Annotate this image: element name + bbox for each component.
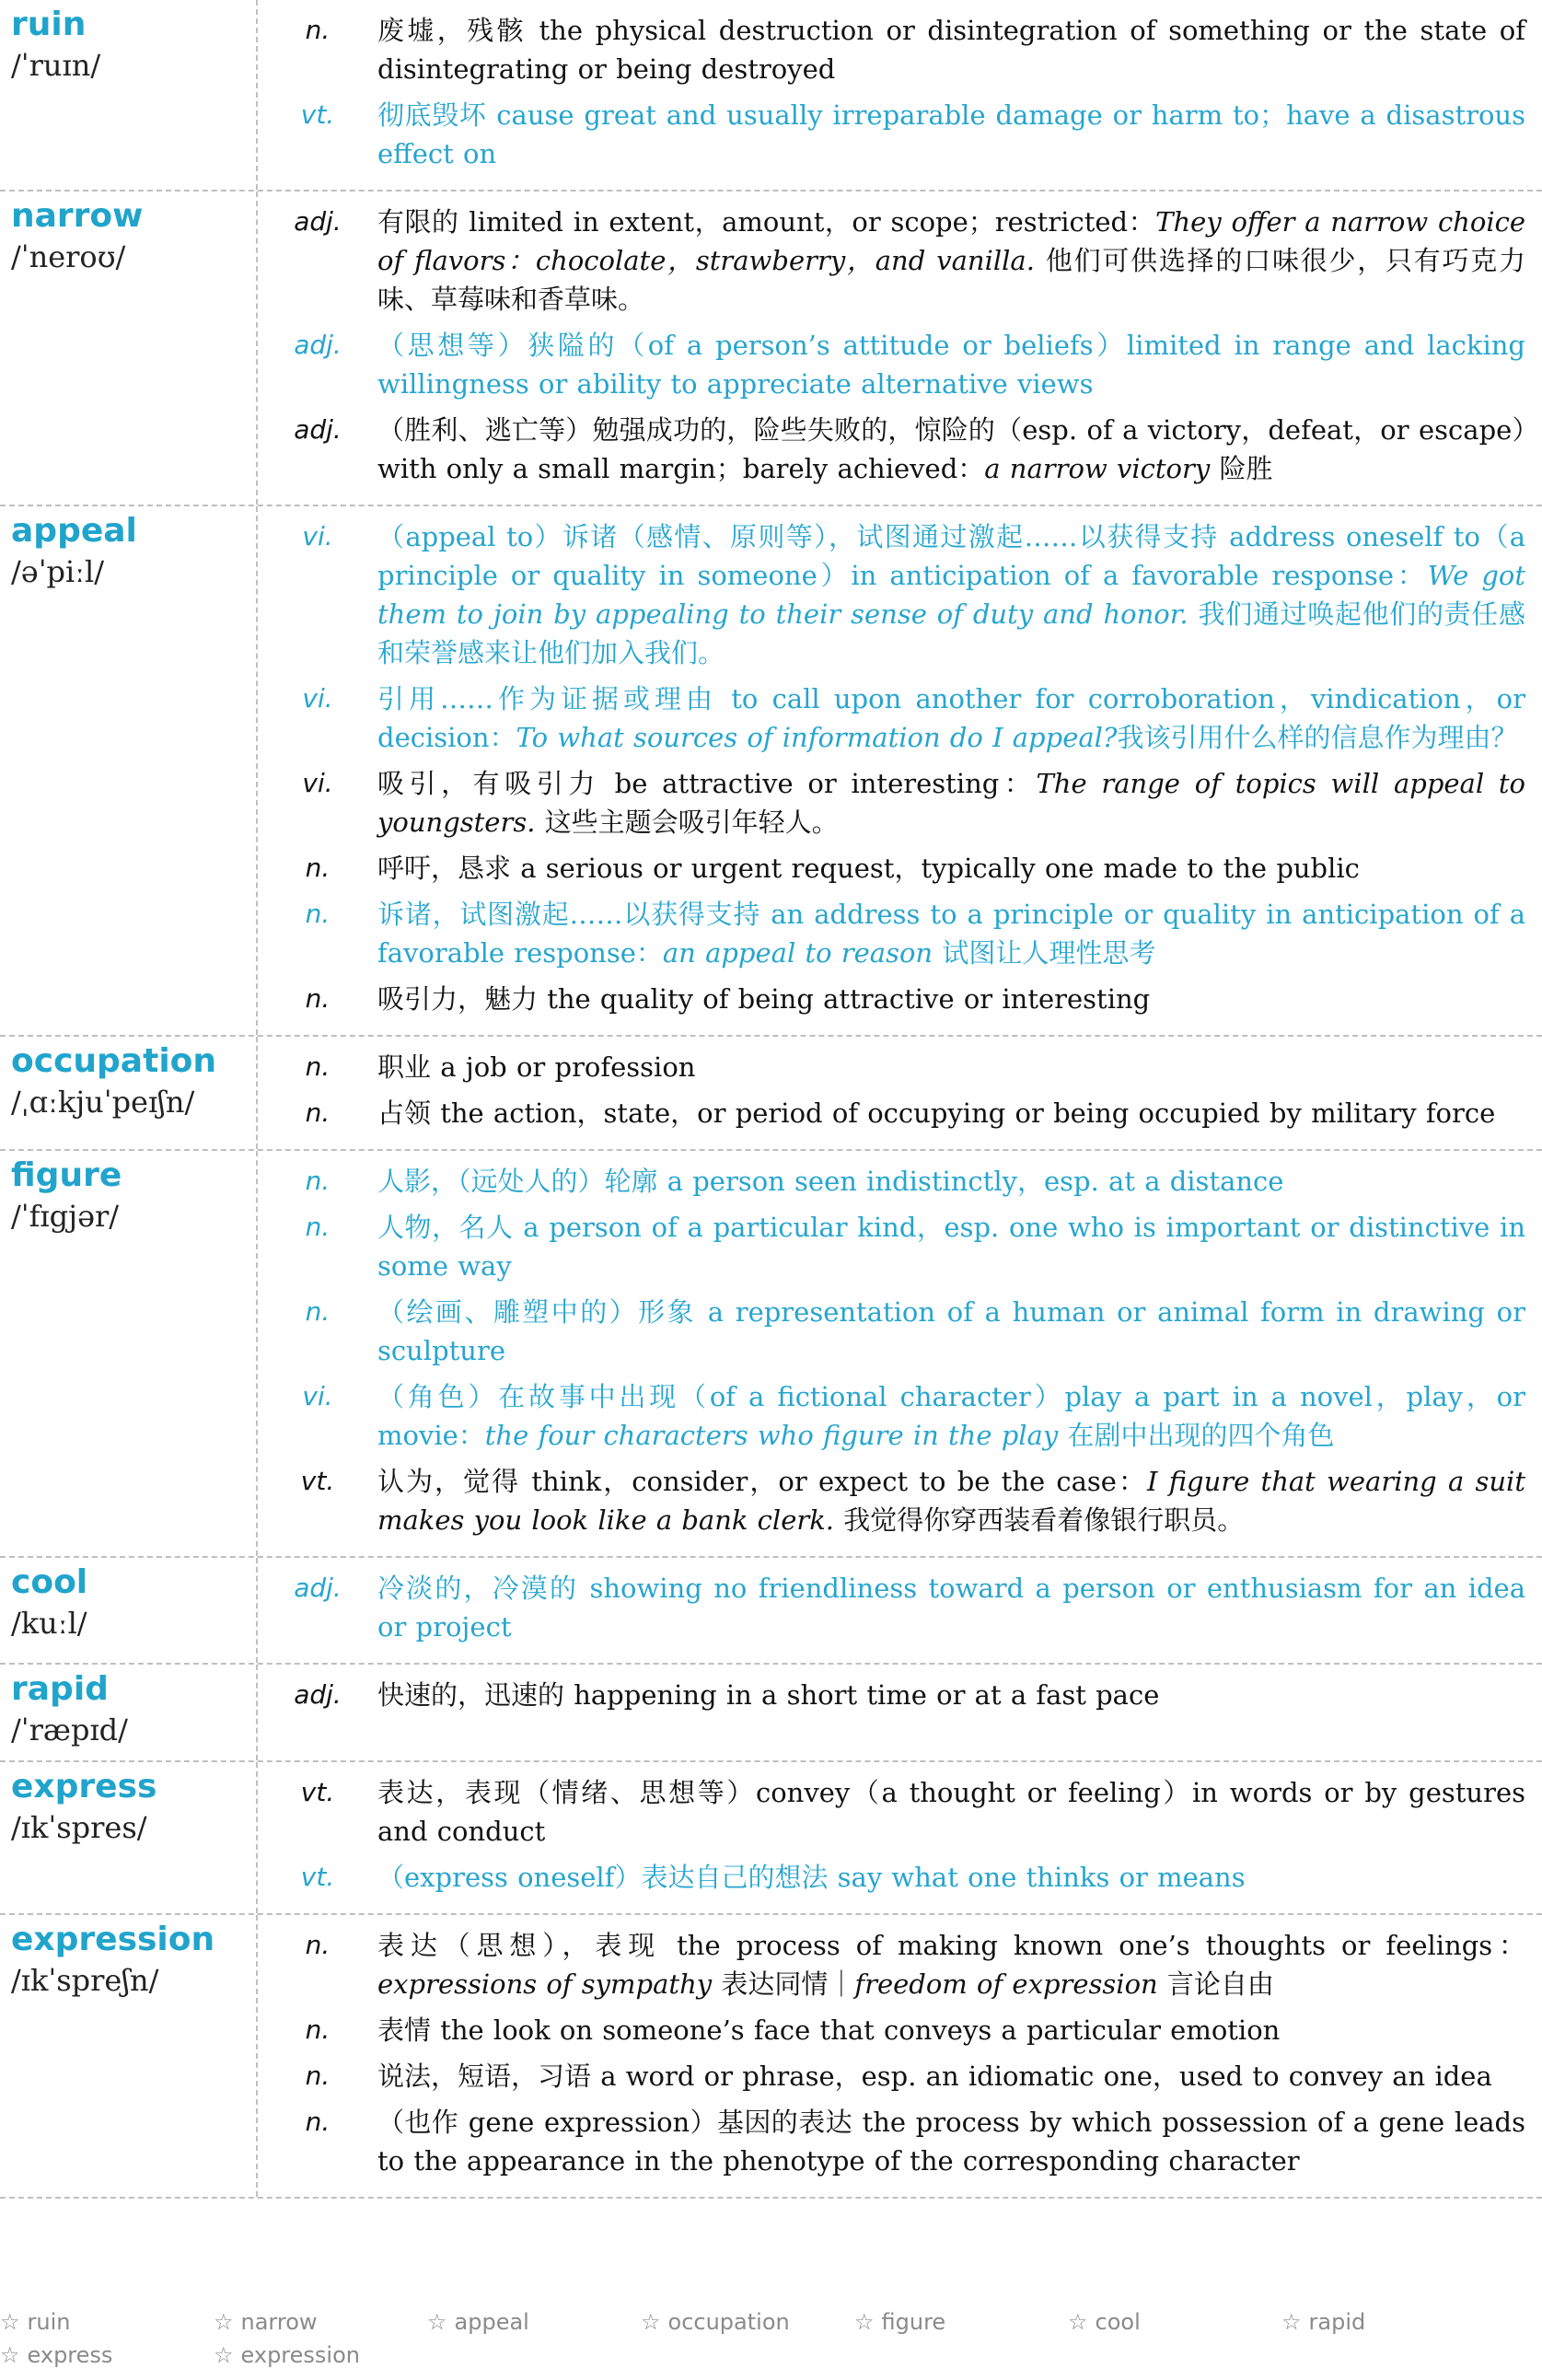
headword: narrow <box>11 197 144 235</box>
definition <box>377 764 1525 842</box>
sense <box>258 1048 1525 1086</box>
sense <box>258 1773 1525 1851</box>
word-chip-ruin[interactable] <box>0 2309 70 2335</box>
definition-text: 险胜 <box>1210 453 1273 484</box>
sense-list <box>258 192 1542 505</box>
sense <box>258 1858 1525 1897</box>
definition-text: （也作 gene expression）基因的表达 the process by which possession of a gene leads to the appearance in the phenotype of the corresponding character <box>377 2107 1525 2177</box>
sense-list <box>258 1151 1542 1556</box>
sense <box>258 980 1525 1018</box>
definition-text: （express oneself）表达自己的想法 say what one thinks or means <box>377 1862 1246 1893</box>
part-of-speech: n. <box>305 1930 330 1960</box>
definition-text: 我觉得你穿西装看着像银行职员。 <box>834 1504 1245 1536</box>
headword: cool <box>11 1563 88 1601</box>
headword-column <box>0 1558 258 1663</box>
entry-rapid <box>0 1665 1542 1762</box>
definition <box>377 11 1525 88</box>
headword: appeal <box>11 512 137 550</box>
definition-text: 呼吁，恳求 a serious or urgent request，typically one made to the public <box>377 853 1360 884</box>
example-sentence: I figure that wearing a suit makes you look like a bank clerk. <box>377 1466 1525 1536</box>
definition <box>377 326 1525 403</box>
definition <box>377 679 1525 757</box>
part-of-speech: n. <box>305 1051 330 1082</box>
definition <box>377 2103 1525 2180</box>
definition-text: 表情 the look on someone’s face that conveys a particular emotion <box>377 2014 1281 2046</box>
part-of-speech: vt. <box>300 99 335 130</box>
phonetic: /ɪkˈspres/ <box>11 1810 147 1845</box>
sense <box>258 1462 1525 1539</box>
example-sentence: the four characters who figure in the play <box>484 1420 1059 1451</box>
definition-text: 认为，觉得 think，consider，or expect to be the case： <box>377 1466 1148 1497</box>
star-icon: ☆ <box>1068 2309 1088 2335</box>
definition-text: 这些主题会吸引年轻人。 <box>535 807 839 838</box>
definition-text: （思想等）狭隘的（of a person’s attitude or beliefs）limited in range and lacking willingness or ability to appreciate alternative views <box>377 330 1525 400</box>
definition-text: 引用……作为证据或理由 to call upon another for corroboration，vindication，or decision： <box>377 683 1525 753</box>
word-chip-label: appeal <box>454 2309 529 2335</box>
sense <box>258 96 1525 173</box>
word-chip-appeal[interactable] <box>427 2309 529 2335</box>
example-sentence: They offer a narrow choice of flavors：chocolate，strawberry，and vanilla. <box>377 206 1526 276</box>
part-of-speech: adj. <box>294 330 342 360</box>
sense-list <box>258 1762 1542 1913</box>
definition-text: 表达，表现（情绪、思想等）convey（a thought or feeling）in words or by gestures and conduct <box>377 1777 1525 1847</box>
sense <box>258 764 1525 842</box>
headword: rapid <box>11 1670 109 1708</box>
example-sentence: The range of topics will appeal to youngsters. <box>377 768 1525 838</box>
sense <box>258 1162 1525 1201</box>
definition <box>377 1094 1525 1132</box>
word-chip-cool[interactable] <box>1068 2309 1141 2335</box>
part-of-speech: n. <box>305 1212 330 1242</box>
headword-column <box>0 1665 258 1760</box>
phonetic: /ˈneroʊ/ <box>11 239 126 274</box>
entry-cool <box>0 1558 1542 1665</box>
definition-text: 吸引，有吸引力 be attractive or interesting： <box>377 768 1037 799</box>
definition <box>377 1293 1525 1370</box>
definition-text: 有限的 limited in extent，amount，or scope；restricted： <box>377 206 1156 238</box>
headword: occupation <box>11 1042 217 1080</box>
part-of-speech: vi. <box>302 521 333 551</box>
part-of-speech: adj. <box>294 414 342 445</box>
word-chip-label: express <box>27 2342 113 2368</box>
definition <box>377 96 1525 173</box>
part-of-speech: n. <box>305 2061 330 2091</box>
sense <box>258 1094 1525 1132</box>
star-icon: ☆ <box>214 2309 234 2335</box>
definition <box>377 849 1525 888</box>
phonetic: /ˈfɪgjər/ <box>11 1199 120 1234</box>
definition <box>377 2011 1525 2049</box>
entry-narrow <box>0 192 1542 506</box>
definition <box>377 1208 1525 1285</box>
part-of-speech: adj. <box>294 206 342 237</box>
phonetic: /ˈruɪn/ <box>11 48 101 83</box>
example-sentence: a narrow victory <box>984 453 1211 484</box>
phonetic: /ˌɑːkjuˈpeɪʃn/ <box>11 1085 195 1120</box>
sense-list <box>258 1558 1542 1663</box>
sense <box>258 517 1525 672</box>
sense <box>258 1377 1525 1455</box>
star-icon: ☆ <box>1281 2309 1302 2335</box>
entry-expression <box>0 1915 1542 2199</box>
part-of-speech: adj. <box>294 1679 342 1710</box>
word-chip-occupation[interactable] <box>641 2309 790 2335</box>
headword: express <box>11 1768 157 1805</box>
part-of-speech: n. <box>305 1166 330 1196</box>
star-icon: ☆ <box>0 2309 20 2335</box>
definition-text: 职业 a job or profession <box>377 1051 696 1083</box>
definition <box>377 517 1525 672</box>
definition-text: 表达同情｜ <box>712 1968 855 2000</box>
part-of-speech: n. <box>305 899 330 929</box>
part-of-speech: vi. <box>302 683 333 714</box>
part-of-speech: n. <box>305 853 330 883</box>
entry-express <box>0 1762 1542 1915</box>
word-chip-label: narrow <box>240 2309 318 2335</box>
part-of-speech: n. <box>305 2107 330 2137</box>
word-chip-label: ruin <box>27 2309 71 2335</box>
definition-text: （绘画、雕塑中的）形象 a representation of a human or animal form in drawing or sculpture <box>377 1296 1525 1366</box>
definition <box>377 411 1525 488</box>
example-sentence: an appeal to reason <box>662 937 933 969</box>
sense <box>258 1293 1525 1370</box>
example-sentence: freedom of expression <box>854 1968 1158 2000</box>
part-of-speech: vt. <box>300 1777 335 1807</box>
sense-list <box>258 0 1542 190</box>
definition-text: 言论自由 <box>1157 1968 1274 2000</box>
definition-text: （胜利、逃亡等）勉强成功的，险些失败的，惊险的（esp. of a victory，defeat，or escape）with only a small margin；barely achieved： <box>377 414 1525 484</box>
part-of-speech: n. <box>305 2014 330 2045</box>
headword-column <box>0 1915 258 2197</box>
headword-column <box>0 506 258 1035</box>
word-chip-figure[interactable] <box>854 2309 945 2335</box>
definition-text: 表达（思想），表现 the process of making known one’s thoughts or feelings： <box>377 1930 1525 1961</box>
definition-text: 说法，短语，习语 a word or phrase，esp. an idiomatic one，used to convey an idea <box>377 2061 1492 2092</box>
headword-column <box>0 1037 258 1149</box>
example-sentence: We got them to join by appealing to their sense of duty and honor. <box>377 560 1525 630</box>
word-chip-label: figure <box>881 2309 946 2335</box>
entry-figure <box>0 1151 1542 1558</box>
sense <box>258 411 1525 488</box>
definition-text: 占领 the action，state，or period of occupying or being occupied by military force <box>377 1097 1496 1129</box>
definition-text: 吸引力，魅力 the quality of being attractive or interesting <box>377 983 1151 1015</box>
part-of-speech: n. <box>305 983 330 1014</box>
example-sentence: expressions of sympathy <box>377 1968 713 2000</box>
sense <box>258 326 1525 403</box>
definition <box>377 1377 1525 1455</box>
part-of-speech: n. <box>305 1097 330 1128</box>
definition-text: 在剧中出现的四个角色 <box>1058 1420 1335 1451</box>
phonetic: /əˈpiːl/ <box>11 554 105 589</box>
headword: expression <box>11 1921 215 1958</box>
definition <box>377 1462 1525 1539</box>
definition-text: （角色）在故事中出现（of a fictional character）play a part in a novel，play，or movie： <box>377 1381 1525 1451</box>
entry-ruin <box>0 0 1542 192</box>
definition-text: 人物，名人 a person of a particular kind，esp. one who is important or distinctive in some way <box>377 1212 1525 1282</box>
headword: ruin <box>11 6 87 43</box>
sense <box>258 2103 1525 2180</box>
definition-text: 快速的，迅速的 happening in a short time or at a fast pace <box>377 1679 1160 1711</box>
word-chip-label: occupation <box>667 2309 790 2335</box>
part-of-speech: vi. <box>302 768 333 798</box>
sense <box>258 1208 1525 1285</box>
definition <box>377 1569 1525 1646</box>
sense <box>258 1926 1525 2003</box>
phonetic: /kuːl/ <box>11 1606 87 1641</box>
definition <box>377 895 1525 972</box>
part-of-speech: vt. <box>300 1466 335 1496</box>
star-icon: ☆ <box>641 2309 661 2335</box>
sense <box>258 849 1525 888</box>
headword: figure <box>11 1156 122 1194</box>
part-of-speech: adj. <box>294 1573 342 1603</box>
star-icon: ☆ <box>854 2309 875 2335</box>
sense <box>258 1569 1525 1646</box>
word-chip-expression[interactable] <box>214 2342 360 2368</box>
definition-text: 废墟，残骸 the physical destruction or disintegration of something or the state of disintegrating or being destroyed <box>377 15 1525 85</box>
definition <box>377 1048 1525 1086</box>
sense <box>258 2057 1525 2096</box>
part-of-speech: vt. <box>300 1862 335 1892</box>
sense-list <box>258 1037 1542 1149</box>
definition <box>377 1676 1525 1714</box>
phonetic: /ɪkˈspreʃn/ <box>11 1963 159 1998</box>
sense-list <box>258 1915 1542 2197</box>
sense <box>258 11 1525 88</box>
definition <box>377 203 1525 319</box>
definition-text: 他们可供选择的口味很少，只有巧克力味、草莓味和香草味。 <box>377 245 1525 315</box>
star-icon: ☆ <box>0 2342 20 2368</box>
definition <box>377 1858 1525 1897</box>
entry-occupation <box>0 1037 1542 1151</box>
sense <box>258 895 1525 972</box>
definition <box>377 2057 1525 2096</box>
sense-list <box>258 506 1542 1035</box>
definition-text: 冷淡的，冷漠的 showing no friendliness toward a person or enthusiasm for an idea or project <box>377 1573 1525 1643</box>
phonetic: /ˈræpɪd/ <box>11 1712 128 1747</box>
part-of-speech: n. <box>305 1296 330 1327</box>
word-chip-label: cool <box>1095 2309 1141 2335</box>
headword-column <box>0 1762 258 1913</box>
definition-text: 试图让人理性思考 <box>933 937 1156 969</box>
star-icon: ☆ <box>214 2342 234 2368</box>
part-of-speech: vi. <box>302 1381 333 1411</box>
word-chip-narrow[interactable] <box>214 2309 318 2335</box>
sense <box>258 203 1525 319</box>
definition <box>377 1162 1525 1201</box>
headword-column <box>0 1151 258 1556</box>
example-sentence: To what sources of information do I appeal? <box>516 722 1118 753</box>
definition <box>377 1773 1525 1851</box>
definition-text: 诉诸，试图激起……以获得支持 an address to a principle or quality in anticipation of a favorable response： <box>377 899 1525 969</box>
definition-text: 彻底毁坏 cause great and usually irreparable damage or harm to；have a disastrous effect on <box>377 99 1525 169</box>
sense <box>258 1676 1525 1714</box>
word-chip-label: expression <box>240 2342 360 2368</box>
definition-text: 人影，（远处人的）轮廓 a person seen indistinctly，esp. at a distance <box>377 1166 1284 1197</box>
word-chip-rapid[interactable] <box>1281 2309 1365 2335</box>
star-icon: ☆ <box>427 2309 447 2335</box>
sense-list <box>258 1665 1542 1760</box>
definition <box>377 980 1525 1018</box>
headword-column <box>0 0 258 190</box>
entry-appeal <box>0 506 1542 1037</box>
definition-text: 我该引用什么样的信息作为理由？ <box>1117 722 1518 753</box>
word-chip-express[interactable] <box>0 2342 112 2368</box>
part-of-speech: n. <box>305 15 330 45</box>
headword-column <box>0 192 258 505</box>
definition-text: 我们通过唤起他们的责任感和荣誉感来让他们加入我们。 <box>377 598 1525 668</box>
definition-text: （appeal to）诉诸（感情、原则等），试图通过激起……以获得支持 address oneself to（a principle or quality in someone）in anticipation of a favorable response： <box>377 521 1525 591</box>
sense <box>258 679 1525 757</box>
word-chip-label: rapid <box>1308 2309 1366 2335</box>
definition <box>377 1926 1525 2003</box>
sense <box>258 2011 1525 2049</box>
